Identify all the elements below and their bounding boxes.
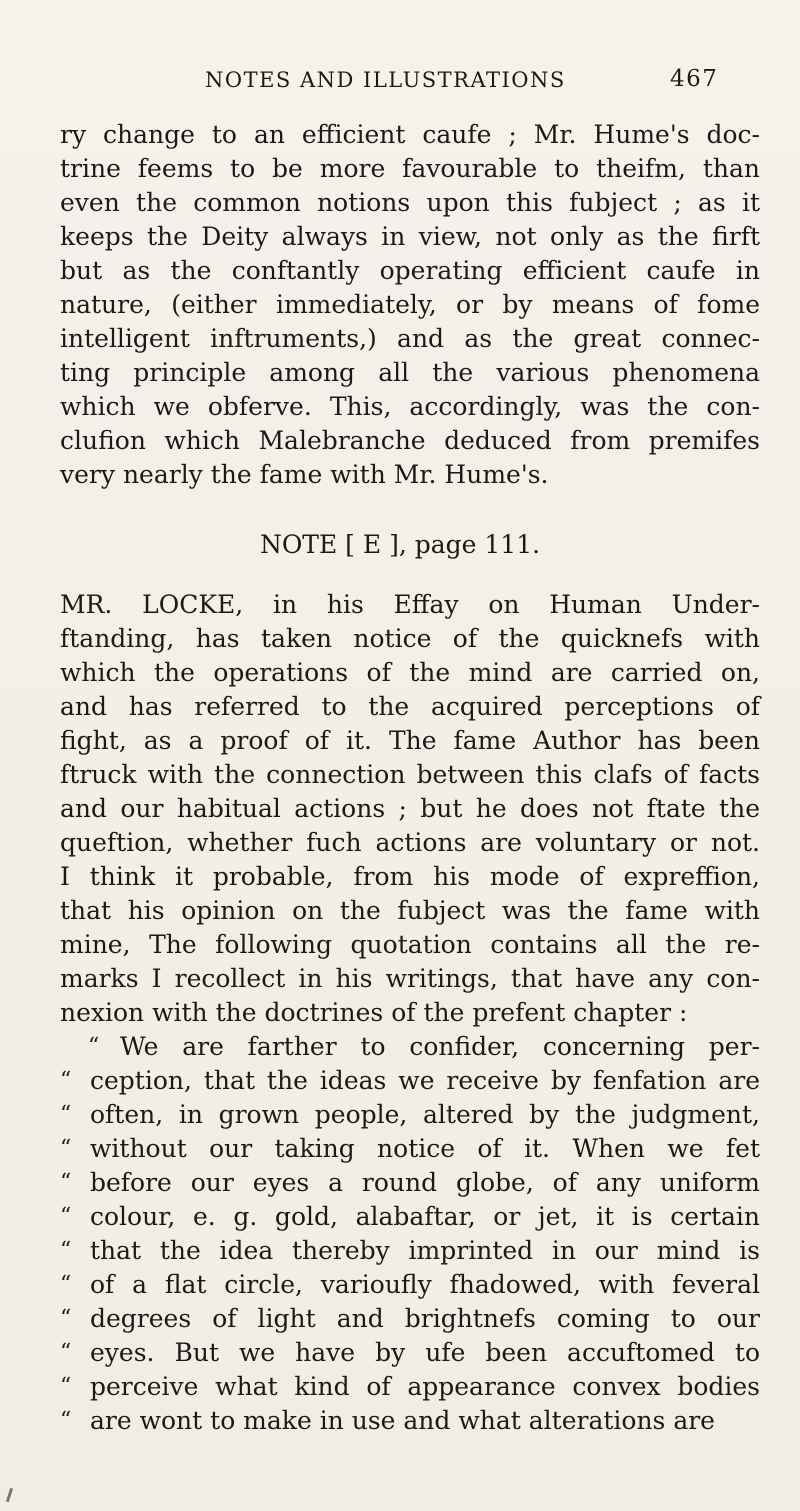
quote-text: before our eyes a round globe, of any uniform (90, 1168, 760, 1197)
quote-mark: “ (88, 1034, 100, 1059)
text-line: intelligent inftruments,) and as the great connec- (60, 324, 760, 353)
running-head (205, 64, 719, 104)
text-line: mine, The following quotation contains all the re- (60, 930, 760, 959)
quote-line (60, 1030, 760, 1064)
quote-line (60, 1268, 760, 1302)
quote-text: without our taking notice of it. When we fet (90, 1134, 760, 1163)
quote-mark: “ (60, 1306, 72, 1331)
text-line: keeps the Deity always in view, not only as the firft (60, 222, 760, 251)
page-number: 467 (670, 66, 719, 92)
quote-line (60, 1200, 760, 1234)
quote-line (60, 1302, 760, 1336)
text-line: trine feems to be more favourable to theifm, than (60, 154, 760, 183)
quote-line (60, 1234, 760, 1268)
quote-line (60, 1336, 760, 1370)
quote-mark: “ (60, 1068, 72, 1093)
running-title: NOTES AND ILLUSTRATIONS (205, 68, 566, 92)
text-line: MR. LOCKE, in his Effay on Human Under- (60, 590, 760, 619)
quote-text: eyes. But we have by ufe been accuftomed to (90, 1338, 760, 1367)
quote-mark: “ (60, 1170, 72, 1195)
quote-line (60, 1370, 760, 1404)
text-line: which the operations of the mind are carried on, (60, 658, 760, 687)
quote-text: We are farther to confider, concerning per- (120, 1032, 760, 1061)
text-line: marks I recollect in his writings, that have any con- (60, 964, 760, 993)
text-line: and our habitual actions ; but he does not ftate the (60, 794, 760, 823)
quote-text: colour, e. g. gold, alabaftar, or jet, it is certain (90, 1202, 760, 1231)
quote-mark: “ (60, 1102, 72, 1127)
text-line: that his opinion on the fubject was the fame with (60, 896, 760, 925)
text-line: which we obferve. This, accordingly, was the con- (60, 392, 760, 421)
text-line: fight, as a proof of it. The fame Author has been (60, 726, 760, 755)
quote-text: are wont to make in use and what alterations are (90, 1406, 715, 1435)
quote-line (60, 1404, 760, 1438)
quote-text: that the idea thereby imprinted in our mind is (90, 1236, 760, 1265)
text-line: but as the conftantly operating efficient caufe in (60, 256, 760, 285)
text-line: ftanding, has taken notice of the quicknefs with (60, 624, 760, 653)
note-heading: NOTE [ E ], page 111. (259, 530, 541, 559)
text-line: even the common notions upon this fubject ; as it (60, 188, 760, 217)
text-line: nature, (either immediately, or by means of fome (60, 290, 760, 319)
quote-mark: “ (60, 1238, 72, 1263)
paper-speck (6, 1488, 13, 1502)
text-line: I think it probable, from his mode of expreffion, (60, 862, 760, 891)
quote-line (60, 1166, 760, 1200)
text-line: ftruck with the connection between this clafs of facts (60, 760, 760, 789)
text-line: ry change to an efficient caufe ; Mr. Hume's doc- (60, 120, 760, 149)
text-line: nexion with the doctrines of the prefent chapter : (60, 998, 688, 1027)
quote-text: degrees of light and brightnefs coming to our (90, 1304, 760, 1333)
quote-line (60, 1064, 760, 1098)
text-line: queftion, whether fuch actions are voluntary or not. (60, 828, 760, 857)
quote-mark: “ (60, 1204, 72, 1229)
quote-text: often, in grown people, altered by the judgment, (90, 1100, 760, 1129)
text-line: clufion which Malebranche deduced from premifes (60, 426, 760, 455)
quote-line (60, 1132, 760, 1166)
quote-text: of a flat circle, varioufly fhadowed, with feveral (90, 1270, 760, 1299)
quote-mark: “ (60, 1272, 72, 1297)
quote-mark: “ (60, 1340, 72, 1365)
quote-mark: “ (60, 1408, 72, 1433)
quote-text: perceive what kind of appearance convex bodies (90, 1372, 760, 1401)
quote-line (60, 1098, 760, 1132)
text-line: very nearly the fame with Mr. Hume's. (60, 460, 549, 489)
quote-text: ception, that the ideas we receive by fenfation are (90, 1066, 760, 1095)
text-line: ting principle among all the various phenomena (60, 358, 760, 387)
text-line: and has referred to the acquired perceptions of (60, 692, 760, 721)
quote-mark: “ (60, 1136, 72, 1161)
quote-mark: “ (60, 1374, 72, 1399)
